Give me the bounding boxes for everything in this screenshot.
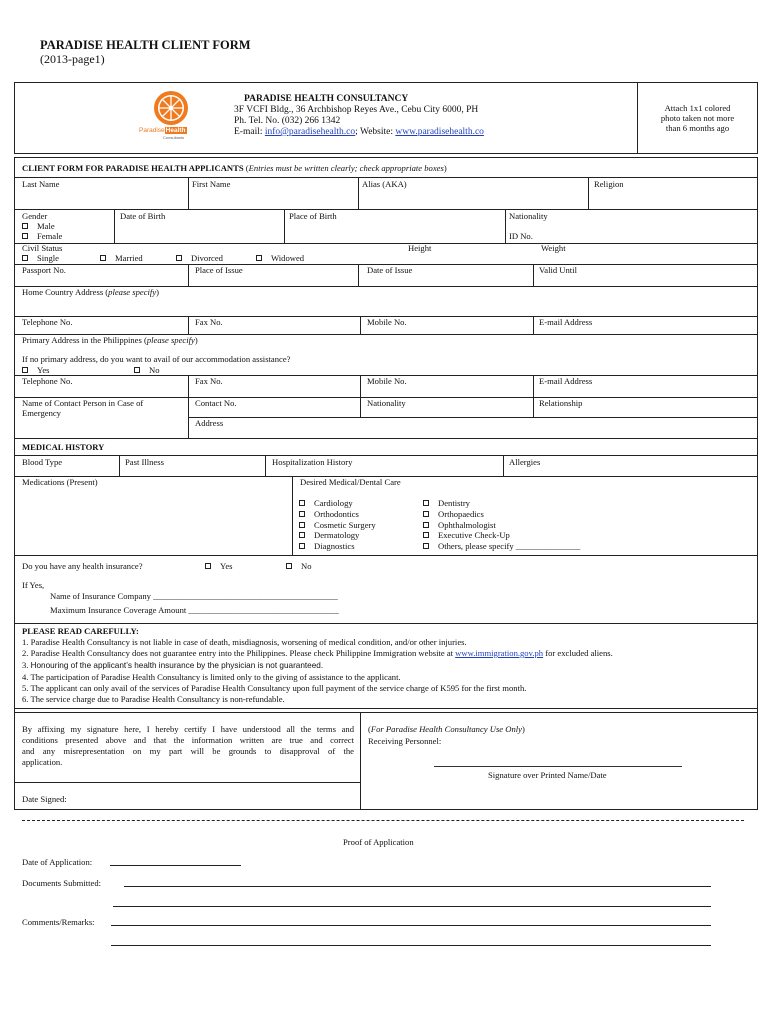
height-field[interactable]: Height [408,243,432,253]
alias-field[interactable]: Alias (AKA) [362,179,407,189]
contact-person-label-2: Emergency [22,408,61,418]
gender-label: Gender [22,211,48,221]
first-name-field[interactable]: First Name [192,179,231,189]
place-of-birth-field[interactable]: Place of Birth [289,211,337,221]
company-address: 3F VCFI Bldg., 36 Archbishop Reyes Ave., Cebu City 6000, PH [234,105,479,115]
terms-item-3: 3. Honouring of the applicant’s health insurance by the physician is not guaranteed. [22,660,324,670]
care-option[interactable]: Orthopaedics [423,509,484,520]
care-option[interactable]: Others, please specify _______________ [423,541,580,552]
civil-single-option[interactable]: Single [22,253,59,264]
valid-until-field[interactable]: Valid Until [539,265,577,275]
accommodation-yes-option[interactable]: Yes [22,365,50,376]
care-option[interactable]: Diagnostics [299,541,355,552]
insurance-if-yes: If Yes, [22,580,45,590]
checkbox-icon[interactable] [423,532,429,538]
documents-line-2[interactable] [113,906,711,907]
religion-field[interactable]: Religion [594,179,624,189]
office-use-note: (For Paradise Health Consultancy Use Only) [368,724,525,734]
civil-widowed-option[interactable]: Widowed [256,253,304,264]
checkbox-icon[interactable] [22,255,28,261]
form-subtitle: (2013-page1) [40,52,105,66]
care-option[interactable]: Dermatology [299,530,359,541]
checkbox-icon[interactable] [423,511,429,517]
checkbox-icon[interactable] [423,543,429,549]
form-title: PARADISE HEALTH CLIENT FORM [40,38,251,52]
care-option[interactable]: Executive Check-Up [423,530,510,541]
insurance-no-option[interactable]: No [286,561,312,572]
home-fax-field[interactable]: Fax No. [195,317,223,327]
contact-address-field[interactable]: Address [195,418,224,428]
terms-item-6: 6. The service charge due to Paradise Health Consultancy is non-refundable. [22,694,285,704]
comments-line-1[interactable] [111,925,711,926]
desired-care-label: Desired Medical/Dental Care [300,477,401,487]
comments-line-2[interactable] [111,945,711,946]
terms-item-4: 4. The participation of Paradise Health Consultancy is limited only to the giving of assistance to the applicant. [22,672,401,682]
photo-instruction-1: Attach 1x1 colored [664,103,731,113]
past-illness-field[interactable]: Past Illness [125,457,164,467]
certify-line-1: By affixing my signature here, I hereby certify I have understood all the terms and [22,724,354,734]
certify-line-4: application. [22,757,63,767]
checkbox-icon[interactable] [22,223,28,229]
contact-no-field[interactable]: Contact No. [195,398,237,408]
checkbox-icon[interactable] [286,563,292,569]
accommodation-no-option[interactable]: No [134,365,160,376]
gender-male-option[interactable]: Male [22,221,55,232]
checkbox-icon[interactable] [299,522,305,528]
home-telephone-field[interactable]: Telephone No. [22,317,73,327]
id-no-field[interactable]: ID No. [509,231,533,241]
documents-submitted-label: Documents Submitted: [22,878,102,888]
receiving-signature-line[interactable] [434,766,682,767]
contact-person-label-1: Name of Contact Person in Case of [22,398,144,408]
civil-divorced-option[interactable]: Divorced [176,253,223,264]
insurance-company-field[interactable]: Name of Insurance Company ___________________________________________ [50,591,338,601]
hospitalization-field[interactable]: Hospitalization History [272,457,353,467]
company-contact-line: E-mail: info@paradisehealth.co; Website: www.paradisehealth.co [234,127,484,137]
home-email-field[interactable]: E-mail Address [539,317,593,327]
certify-line-2: conditions presented above and that the information written are true and correct [22,735,354,745]
date-of-birth-field[interactable]: Date of Birth [120,211,166,221]
date-signed-field[interactable]: Date Signed: [22,794,67,804]
checkbox-icon[interactable] [299,532,305,538]
nationality-field[interactable]: Nationality [509,211,548,221]
home-mobile-field[interactable]: Mobile No. [367,317,407,327]
terms-item-2: 2. Paradise Health Consultancy does not guarantee entry into the Philippines. Please check Philippine Immigration website at www.immigration.gov.ph for excluded aliens. [22,648,613,658]
last-name-field[interactable]: Last Name [22,179,60,189]
care-option[interactable]: Ophthalmologist [423,520,496,531]
photo-instruction-3: than 6 months ago [665,123,730,133]
ph-email-field[interactable]: E-mail Address [539,376,593,386]
ph-fax-field[interactable]: Fax No. [195,376,223,386]
checkbox-icon[interactable] [256,255,262,261]
please-read-heading: PLEASE READ CAREFULLY: [22,626,139,636]
proof-title: Proof of Application [343,837,414,847]
comments-label: Comments/Remarks: [22,917,95,927]
civil-married-option[interactable]: Married [100,253,143,264]
weight-field[interactable]: Weight [541,243,566,253]
documents-line-1[interactable] [124,886,711,887]
photo-instruction-2: photo taken not more [660,113,735,123]
checkbox-icon[interactable] [205,563,211,569]
signature-caption: Signature over Printed Name/Date [488,770,607,780]
date-of-application-line[interactable] [110,865,241,866]
checkbox-icon[interactable] [22,367,28,373]
cut-line [22,820,744,821]
medications-field[interactable]: Medications (Present) [22,477,98,487]
allergies-field[interactable]: Allergies [509,457,541,467]
company-name: PARADISE HEALTH CONSULTANCY [244,94,409,104]
checkbox-icon[interactable] [134,367,140,373]
insurance-max-field[interactable]: Maximum Insurance Coverage Amount ___________________________________ [50,605,339,615]
medical-history-heading: MEDICAL HISTORY [22,442,105,452]
blood-type-field[interactable]: Blood Type [22,457,63,467]
checkbox-icon[interactable] [423,500,429,506]
relationship-field[interactable]: Relationship [539,398,583,408]
checkbox-icon[interactable] [100,255,106,261]
insurance-yes-option[interactable]: Yes [205,561,233,572]
civil-status-label: Civil Status [22,243,63,253]
contact-nationality-field[interactable]: Nationality [367,398,406,408]
immigration-link[interactable]: www.immigration.gov.ph [455,648,544,658]
care-option[interactable]: Cardiology [299,498,353,509]
checkbox-icon[interactable] [22,233,28,239]
logo-subtext: Consultants [163,135,185,140]
care-option[interactable]: Dentistry [423,498,470,509]
home-address-field[interactable]: Home Country Address (please specify) [22,287,160,297]
checkbox-icon[interactable] [299,511,305,517]
client-form-heading: CLIENT FORM FOR PARADISE HEALTH APPLICANTS (Entries must be written clearly; check appropriate boxes) [22,163,447,173]
terms-item-1: 1. Paradise Health Consultancy is not liable in case of death, misdiagnosis, worsening of medical condition, and/or other injuries. [22,637,467,647]
primary-address-field[interactable]: Primary Address in the Philippines (please specify) [22,335,198,345]
certify-line-3: and any misrepresentation on my part will be grounds to disapproval of the [22,746,354,756]
company-website-link[interactable]: www.paradisehealth.co [395,127,484,137]
gender-female-option[interactable]: Female [22,231,62,242]
care-option[interactable]: Orthodontics [299,509,359,520]
accommodation-question: If no primary address, do you want to avail of our accommodation assistance? [22,354,291,364]
passport-no-field[interactable]: Passport No. [22,265,66,275]
checkbox-icon[interactable] [299,543,305,549]
ph-telephone-field[interactable]: Telephone No. [22,376,73,386]
care-option[interactable]: Cosmetic Surgery [299,520,376,531]
company-logo [141,88,201,142]
receiving-personnel-label: Receiving Personnel: [368,736,442,746]
checkbox-icon[interactable] [423,522,429,528]
logo-text: Paradise [139,127,165,134]
checkbox-icon[interactable] [299,500,305,506]
place-of-issue-field[interactable]: Place of Issue [195,265,243,275]
insurance-question: Do you have any health insurance? [22,561,143,571]
date-of-application-label: Date of Application: [22,857,93,867]
company-phone: Ph. Tel. No. (032) 266 1342 [234,116,341,126]
ph-mobile-field[interactable]: Mobile No. [367,376,407,386]
date-of-issue-field[interactable]: Date of Issue [367,265,413,275]
logo-text-accent: Health [165,127,186,134]
checkbox-icon[interactable] [176,255,182,261]
company-email-link[interactable]: info@paradisehealth.co [264,127,356,137]
terms-item-5: 5. The applicant can only avail of the services of Paradise Health Consultancy upon full payment of the service charge of K595 for the first month. [22,683,527,693]
